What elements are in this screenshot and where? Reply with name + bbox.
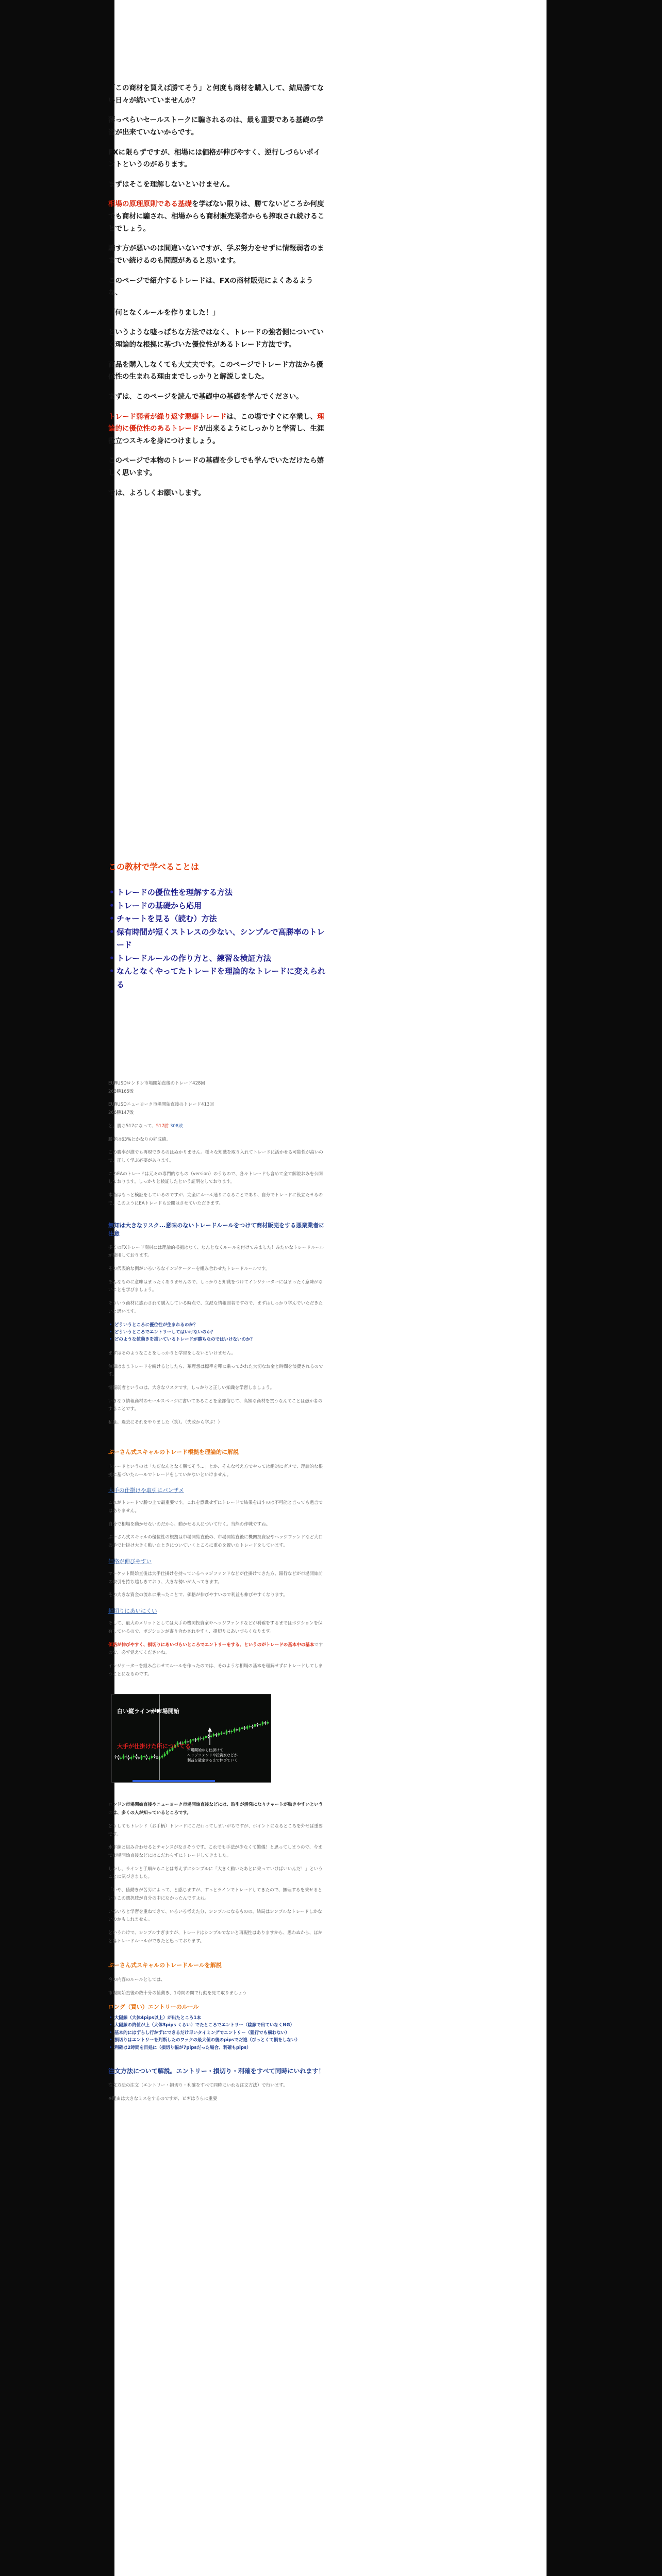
intro-paragraph: FXに限らずですが、相場には価格が伸びやすく、逆行しづらいポイントというのがあります。 xyxy=(108,148,321,169)
intro-paragraph: このページで本物のトレードの基礎を少しでも学んでいただけたら嬉しく思います。 xyxy=(108,456,324,477)
stats-block xyxy=(108,1101,326,1117)
risk-heading: 無知は大きなリスク...意味のないトレードルールをつけて商材販売をする悪業業者に注意 xyxy=(108,1222,325,1237)
candle-body xyxy=(231,1732,233,1733)
stat-line: 263勝165敗 xyxy=(108,1089,134,1094)
paragraph: 勝率は63%とかなりの好成績。 xyxy=(108,1137,171,1142)
candle-body xyxy=(267,1722,269,1724)
candle-body xyxy=(228,1732,230,1733)
candle-body xyxy=(244,1728,245,1729)
subheading: 大手の仕掛けや取引にパンザメ xyxy=(108,1487,184,1494)
paragraph-text: ですので、必ず覚えてくださいね。 xyxy=(108,1642,323,1656)
paragraph: しかし、ラインと手順からことは考えずにシンプルに「大きく動いたあとに乗っていけばいいんだ！」ということに気づきました。 xyxy=(108,1866,323,1880)
intro-paragraph: 薄っぺらいセールストークに騙されるのは、最も重要である基礎の学習が出来ていないからです。 xyxy=(108,116,324,137)
paragraph: インジケーターを組み合わせてルールを作ったのでは、そのような相場の基本を理解せずにトレードしてしまうことになるのです。 xyxy=(108,1663,323,1677)
paragraph: というわけで、シンプルすぎますが、トレードはシンプルでないと再現性はありますから、思わぬから、ほかとはトレードルールができたと思っております。 xyxy=(108,1930,323,1944)
candle-body xyxy=(156,1757,158,1759)
red-note: ※理由は大きなミスをするのですが、ビギはうらに重要 xyxy=(108,2096,218,2102)
candle-body xyxy=(120,1758,122,1759)
candle-body xyxy=(128,1757,129,1759)
candle-body xyxy=(200,1738,202,1739)
chart-label: 大手が仕掛けた所についてる！ xyxy=(117,1743,196,1750)
candle-body xyxy=(264,1723,266,1724)
candle-body xyxy=(210,1736,212,1737)
paragraph: 「いや、値動きが苦労によって、と感じますが、すっとラインでトレードしてきたので、無理するを乗せるというこの選択肢が自分の中になかったんですよね。 xyxy=(108,1888,323,1901)
paragraph: あんなものに意味はまったくありませんので、しっかりと知識をつけてインジケーターにはまったく意味がないことを学びましょう。 xyxy=(108,1279,323,1293)
stats-block xyxy=(108,1080,326,1096)
intro-paragraph: このページで紹介するトレードは、FXの商材販売によくあるような、 xyxy=(108,276,313,297)
paragraph: まずはそのようなことをしっかりと学習をしないといけません。 xyxy=(108,1350,236,1356)
intro-paragraph: 「この商材を買えば勝てそう」と何度も商材を購入して、結局勝てない日々が続いていませんか？ xyxy=(108,84,324,105)
subheading: 損切りにあいにくい xyxy=(108,1608,157,1615)
candle-body xyxy=(154,1756,155,1757)
candle-body xyxy=(146,1756,147,1758)
red-highlight: トレード弱者が繰り返す悪癖トレード xyxy=(108,412,227,421)
list-item: • どういうところでエントリーしてはいけないのか？ xyxy=(108,1329,326,1336)
paragraph: そして、最大のメリットとしては大手の機関投資家やヘッジファンドなどが利確をするまではポジションを保有しているので、ポジションが寄り合わされやすく、損切りにあいづらくなります。 xyxy=(108,1621,323,1634)
candle-body xyxy=(133,1756,135,1757)
order-heading: 注文方法について解説。エントリー・損切り・利確をすべて同時にいれます！ xyxy=(108,2067,325,2075)
stats-total xyxy=(108,1123,326,1131)
paragraph: この勝率が誰でも再現できるのはぬかりません。様々な知識を取り入れてトレードに活かせる可能性が高いので、正しく学ぶ必要があります。 xyxy=(108,1150,323,1164)
candle-body xyxy=(138,1758,140,1759)
candle-body xyxy=(254,1724,256,1726)
candle-body xyxy=(213,1735,214,1736)
warning-text: 価格が伸びやすく、損切りにあいづらいところでエントリーをする、というのがトレードの基本中の基本 xyxy=(108,1642,315,1648)
candle-body xyxy=(161,1756,163,1757)
candle-body xyxy=(195,1740,196,1741)
subheading: 価格が伸びやすい xyxy=(108,1558,152,1565)
intro-paragraph: まずは、このページを読んで基礎中の基礎を学んでください。 xyxy=(108,392,303,401)
intro-text: を学ばない限りは、勝てないどころか何度でも商材に騙され、相場からも商材販売業者からも搾取され続けることでしょう。 xyxy=(108,200,325,233)
paragraph: このEAのトレードは元々の専門的なもの（version）のうちので、各々トレードも含めて全て解説おみを公開しております。しっかりと検証したという証明をしております。 xyxy=(108,1171,323,1185)
candle-body xyxy=(148,1758,150,1759)
candle-body xyxy=(115,1756,117,1757)
chart-note-line: 利益を確定するまで伸びていく xyxy=(187,1758,238,1762)
paragraph: いきなり情報商材のセールスページに書いてあることを全部信じて、高額な商材を買うなんてことは愚か者のすることです。 xyxy=(108,1398,323,1412)
article-body xyxy=(108,1080,326,2109)
candle-body xyxy=(262,1723,263,1724)
intro-paragraph: 騙す方が悪いのは間違いないですが、学ぶ努力をせずに情報弱者のままでい続けるのも問題があると思います。 xyxy=(108,244,324,265)
stat-line: EURUSDロンドン市場開始直後のトレード428回 xyxy=(108,1081,205,1086)
learn-list xyxy=(108,886,326,991)
intro-text: が出来るようにしっかりと学習し、生涯役立つスキルを身につけましょう。 xyxy=(108,425,324,445)
intro-paragraph xyxy=(108,198,326,235)
list-item: • トレードの優位性を理解する方法 xyxy=(108,886,326,900)
list-item: • 損切りはエントリーを判断したのワックの最大値の後のpipsでだ逃（ぴっとくて損をしない） xyxy=(108,2037,326,2044)
paragraph: ぷーさん式スキャルの優位性の根拠は市場開始直後の、市場開始直後に機関投資家やヘッジファンドなど大口の手で仕掛け大きく動いたときについていくところに重心を置いたトレードをしています。 xyxy=(108,1535,323,1549)
list-item: • 大陽線の終値が上（大体3pips くらい）でたところでエントリー（陰線で出ていなくNG） xyxy=(108,2022,326,2029)
candle-body xyxy=(241,1728,243,1729)
intro-paragraph: では、よろしくお願いします。 xyxy=(108,488,205,497)
red-highlight: 理論的に優位性のあるトレード xyxy=(108,412,324,433)
paragraph: 自分で相場を動かせないのだから、動かせる人について行く。当然の作戦ですね。 xyxy=(108,1521,271,1527)
stat-losses: 308敗 xyxy=(170,1123,183,1129)
paragraph: 水平線と組み合わせるとチャンスがなさそうです。これでも手法が少なくて難儀！と思ってしまうので、今まで市場開始直後などにはこだわらずにトレードしてきました。 xyxy=(108,1845,323,1858)
paragraph: トレードというのは「ただなんとなく勝てそう...」とか、そんな考え方でやっては絶対にダメで、理論的な根拠に基づいたルールでトレードをしていかないといけません。 xyxy=(108,1464,323,1478)
paragraph: 私は、過去にそれをやりました（笑）。（失敗から学ぶ！） xyxy=(108,1420,223,1426)
candle-body xyxy=(239,1729,240,1730)
candle-body xyxy=(203,1738,204,1739)
paragraph: その代表的な例がいろいろなインジケーターを組み合わせたトレードルールです。 xyxy=(108,1266,270,1272)
chart-note-line: ヘッジファンドや投資家などが xyxy=(187,1753,238,1758)
candle-body xyxy=(143,1756,145,1757)
candle-body xyxy=(192,1740,194,1741)
candle-body xyxy=(216,1735,217,1736)
candle-body xyxy=(208,1736,209,1737)
list-item: • どのような値動きを描いているトレードが勝ちなのではいけないのか？ xyxy=(108,1336,326,1343)
chart-label: 白い縦ラインが市場開始 xyxy=(117,1708,179,1715)
list-item: • トレードの基礎から応用 xyxy=(108,900,326,913)
list-item: • トレードルールの作り方と、練習＆検証方法 xyxy=(108,952,326,965)
intro-paragraph xyxy=(108,411,326,448)
list-item: • 大陽線（大体4pips以上）が出たところ1本 xyxy=(108,2014,326,2022)
candle-body xyxy=(197,1738,199,1740)
paragraph: これがトレードで勝つ上で最重要です。これを意識せずにトレードで結果を出すのは不可能と言っても過言ではありません。 xyxy=(108,1500,323,1514)
paragraph: 注文方法の注文（エントリー・損切り・利確をすべて同時にいれる注文方法）で行います。 xyxy=(108,2083,288,2089)
method-heading: ぷーさん式スキャルのトレード根拠を理論的に解説 xyxy=(108,1448,239,1455)
list-item: • チャートを見る（読む）方法 xyxy=(108,912,326,926)
candle-body xyxy=(223,1733,225,1734)
long-title: ロング（買い）エントリーのルール xyxy=(108,2003,199,2010)
candle-body xyxy=(221,1733,222,1734)
long-heading xyxy=(108,2003,326,2011)
question-list xyxy=(108,1321,326,1344)
candle-body xyxy=(164,1754,166,1756)
candle-body xyxy=(236,1730,238,1731)
paragraph: どうしてもトレンド（お手柄）トレードにこだわってしまいがちですが、ポイントになるところを外せば重要です。 xyxy=(108,1823,323,1837)
list-item: • 保有時間が短くストレスの少ない、シンプルで高勝率のトレード xyxy=(108,926,326,952)
candle-body xyxy=(218,1734,220,1736)
paragraph: 情報弱者というのは、大きなリスクです。しっかりと正しい知識を学習しましょう。 xyxy=(108,1385,275,1391)
stat-wins: 517勝 xyxy=(156,1123,169,1129)
paragraph: そういう商材に惑わされて購入している時点で、立派な情報弱者ですので、まずはしっかり学んでいただきたいと思います。 xyxy=(108,1301,323,1314)
list-item: • 利確は2時間を目処に（損切り幅が7pipsだった場合、利確もpips） xyxy=(108,2044,326,2052)
list-item: • 基本的にはずらし行かずにできるだけ早いタイミングでエントリー（狙行でも構わない） xyxy=(108,2029,326,2037)
candle-body xyxy=(125,1756,127,1757)
candle-body xyxy=(205,1736,207,1738)
intro-section xyxy=(108,82,326,507)
paragraph: その大きな資金の流れに乗ったことで、価格が伸びやすいので利益も伸びやすくなります。 xyxy=(108,1592,288,1598)
paragraph: 本当はもっと検証をしているのですが、完全にルール通りになることであり、自分でトレードに役立たせるので、このようにEAトレードも公開はさせていただきます。 xyxy=(108,1193,323,1206)
arrow-head-icon xyxy=(208,1727,212,1732)
candle-body xyxy=(151,1756,153,1758)
paragraph: マーケット開始直後は大手仕掛けを持っているヘッジファンドなどが仕掛けてきた方、銀行などが市場開始前の取引を持ち越しきており、大きな勢いが入ってきます。 xyxy=(108,1571,323,1585)
list-item: • なんとなくやってたトレードを理論的なトレードに変えられる xyxy=(108,965,326,991)
paragraph: 無知はままトレードを続けるとしたら、華理想は標準を叩に乗ってかれた大切なお金と時間を浪費されるのです。 xyxy=(108,1364,323,1378)
candle-body xyxy=(257,1724,258,1725)
warning-paragraph xyxy=(108,1641,326,1657)
candle-body xyxy=(167,1751,168,1754)
rule-heading: ぷーさん式スキャルのトレードルールを解説 xyxy=(108,1962,222,1969)
chart-screenshot xyxy=(111,1694,271,1783)
candle-body xyxy=(252,1726,253,1727)
candle-body xyxy=(249,1726,251,1727)
intro-paragraph: 商品を購入しなくても大丈夫です。このページでトレード方法から優位性の生まれる理由までしっかりと解説しました。 xyxy=(108,360,323,381)
intro-paragraph: というような嘘っぱちな方法ではなく、トレードの強者側についていく理論的な根拠に基づいた優位性があるトレード方法です。 xyxy=(108,328,324,349)
paragraph: 多くのFXトレード商材には理論的根拠はなく、なんとなくルールを付けてみました！みたいなトレードルールが使用しております。 xyxy=(108,1245,324,1259)
candle-body xyxy=(226,1732,227,1734)
red-highlight: 相場の原理原則である基礎 xyxy=(108,200,192,209)
stat-line: 266勝147敗 xyxy=(108,1110,134,1116)
learn-title: この教材で学べることは xyxy=(108,862,200,872)
chart-note xyxy=(187,1748,238,1763)
candle-body xyxy=(141,1757,142,1759)
long-rule-list xyxy=(108,2014,326,2052)
candle-body xyxy=(234,1730,235,1732)
paragraph: いろいろと学習を重ねてきて、いろいろ考えた分、シンプルになるものの、結局はシンプルなトレードしかないのかもしれません。 xyxy=(108,1909,322,1923)
candle-body xyxy=(259,1724,261,1725)
candle-body xyxy=(123,1756,124,1758)
paragraph: ロンドン市場開始直後やニューヨーク市場開始直後などには、取引が活発になりチャートが動きやすいというのは、多くの人が知っているところです。 xyxy=(108,1802,323,1816)
intro-paragraph: 「何となくルールを作りました！」 xyxy=(108,308,220,317)
candle-body xyxy=(118,1756,119,1758)
chart-note-line: 市場開始から仕掛けて xyxy=(187,1748,223,1753)
intro-paragraph: まずはそこを理解しないといけません。 xyxy=(108,180,234,189)
stat-text: と、勝ち517になって、 xyxy=(108,1123,156,1129)
candle-body xyxy=(130,1757,132,1759)
stat-line: EURUSDニューヨーク市場開始直後のトレード413回 xyxy=(108,1102,214,1108)
candle-body xyxy=(246,1726,248,1728)
candle-body xyxy=(136,1756,137,1758)
time-axis-bar xyxy=(133,1780,215,1782)
paragraph: 今の内容のルールとしては、 xyxy=(108,1977,166,1983)
learn-section xyxy=(108,861,326,991)
list-item: • どういうところに優位性が生まれるのか？ xyxy=(108,1321,326,1329)
paragraph: 市場開始直後の数十分の値動き、1時間の間で行動を見て取りましょう xyxy=(108,1991,247,1996)
intro-text: は、この場ですぐに卒業し、 xyxy=(226,412,317,421)
